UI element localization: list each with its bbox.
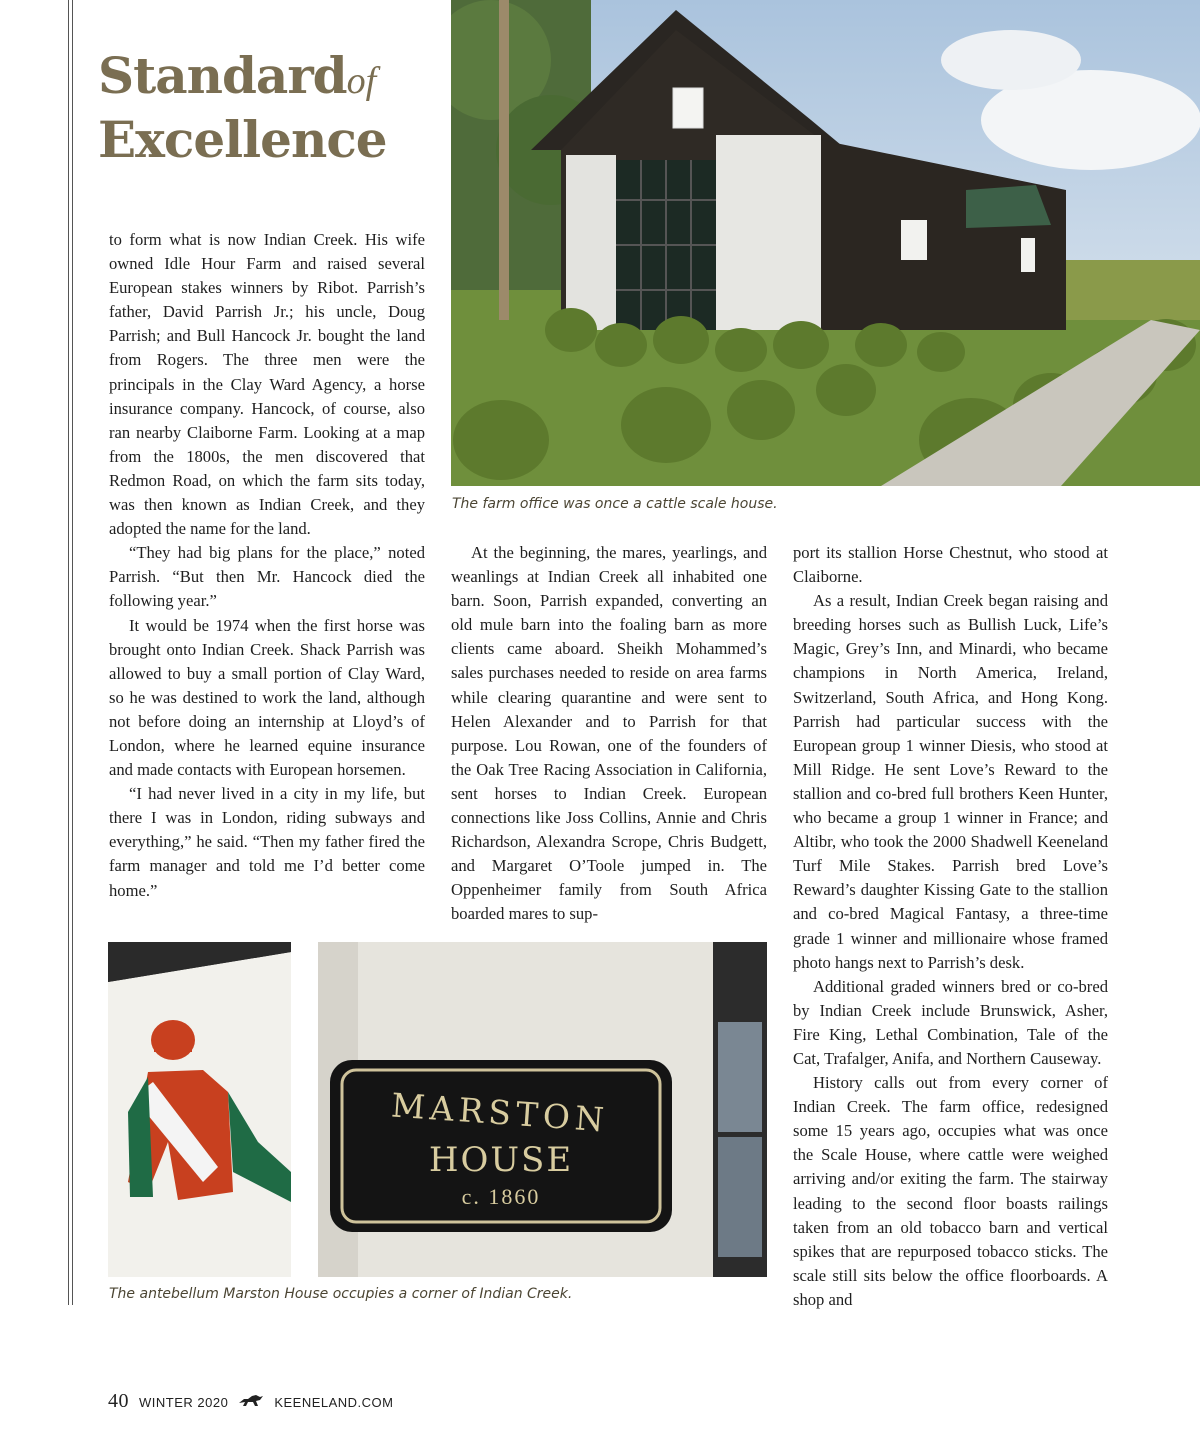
issue-label: WINTER 2020 [139, 1395, 229, 1410]
site-label: KEENELAND.COM [274, 1395, 394, 1410]
paragraph: “They had big plans for the place,” noted Parrish. “But then Mr. Hancock died the following year.” [109, 543, 425, 611]
paragraph: As a result, Indian Creek began raising and breeding horses such as Bullish Luck, Life’s Magic, Grey’s Inn, and Minardi, who became champions in North America, Ireland, Switzerland, South Africa, and Hong Kong. Parrish had particular success with the European group 1 winner Diesis, who stood at Mill Ridge. He sent Love’s Reward to the stallion and co-bred full brothers Keen Hunter, who became a group 1 winner in France; and Altibr, who took the 2000 Shadwell Keeneland Turf Mile Stakes. Parrish bred Love’s Reward’s daughter Kissing Gate to the stallion and co-bred Magical Fantasy, a three-time grade 1 winner and millionaire whose framed photo hangs next to Parrish’s desk. [793, 591, 1108, 972]
bottom-photo-caption: The antebellum Marston House occupies a corner of Indian Creek. [109, 1286, 573, 1302]
paragraph: History calls out from every corner of Indian Creek. The farm office, redesigned some 15 years ago, occupies what was once the Scale House, where cattle were weighed arriving and/or exiting the farm. The stairway leading to the second floor boasts railings taken from an old tobacco barn and vertical spikes that are repurposed tobacco sticks. The scale still sits below the office floorboards. A shop and [793, 1073, 1108, 1309]
paragraph: to form what is now Indian Creek. His wife owned Idle Hour Farm and raised several European stakes winners by Ribot. Parrish’s father, David Parrish Jr.; his uncle, Doug Parrish; and Bull Hancock Jr. bought the land from Rogers. The three men were the principals in the Clay Ward Agency, a horse insurance company. Hancock, of course, also ran nearby Claiborne Farm. Looking at a map from the 1800s, the men discovered that Redmon Road, on which the farm sits today, was then known as Indian Creek, and they adopted the name for the land. [109, 230, 425, 539]
title-word-standard: Standard [98, 46, 347, 105]
paragraph: At the beginning, the mares, yearlings, and weanlings at Indian Creek all inhabited one barn. Soon, Parrish expanded, converting an old mule barn into the foaling barn as more clients came aboard. Sheikh Mohammed’s sales purchases needed to reside on area farms while clearing quarantine and were sent to Helen Alexander and to Parrish for that purpose. Lou Rowan, one of the founders of the Oak Tree Racing Association in California, sent horses to Indian Creek. European connections like Joss Collins, Annie and Chris Richardson, Alexandra Scrope, Chris Budgett, and Margaret O’Toole jumped in. The Oppenheimer family from South Africa boarded mares to sup- [451, 543, 767, 924]
sign-text-house: HOUSE [428, 1140, 574, 1180]
text-column-3 [793, 541, 1108, 1312]
paragraph: Additional graded winners bred or co-bred by Indian Creek include Brunswick, Asher, Fire King, Lethal Combination, Tale of the Cat, Trafalger, Anifa, and Northern Causeway. [793, 976, 1108, 1068]
page-number: 40 [108, 1390, 129, 1412]
text-column-1 [109, 228, 425, 903]
page-footer [108, 1390, 394, 1413]
margin-rule-right [72, 0, 73, 1305]
sign-text-date: c. 1860 [461, 1184, 541, 1209]
margin-rule-left [68, 0, 69, 1305]
text-column-2 [451, 541, 767, 927]
jockey-silks-photo [108, 942, 291, 1277]
paragraph: port its stallion Horse Chestnut, who stood at Claiborne. [793, 543, 1108, 587]
top-photo-caption: The farm office was once a cattle scale house. [452, 496, 778, 512]
farm-office-photo [451, 0, 1200, 486]
sign-text-marston: MARSTON [389, 1085, 611, 1140]
title-word-excellence: Excellence [98, 110, 387, 169]
title-word-of: of [346, 60, 377, 102]
horse-logo-icon [238, 1393, 264, 1410]
article-title [98, 46, 387, 169]
paragraph: “I had never lived in a city in my life, but there I was in London, riding subways and everything,” he said. “Then my father fired the farm manager and told me I’d better come home.” [109, 784, 425, 900]
paragraph: It would be 1974 when the first horse was brought onto Indian Creek. Shack Parrish was allowed to buy a small portion of Clay Ward, so he was destined to work the land, although not before doing an internship at Lloyd’s of London, where he learned equine insurance and made contacts with European horsemen. [109, 615, 425, 780]
